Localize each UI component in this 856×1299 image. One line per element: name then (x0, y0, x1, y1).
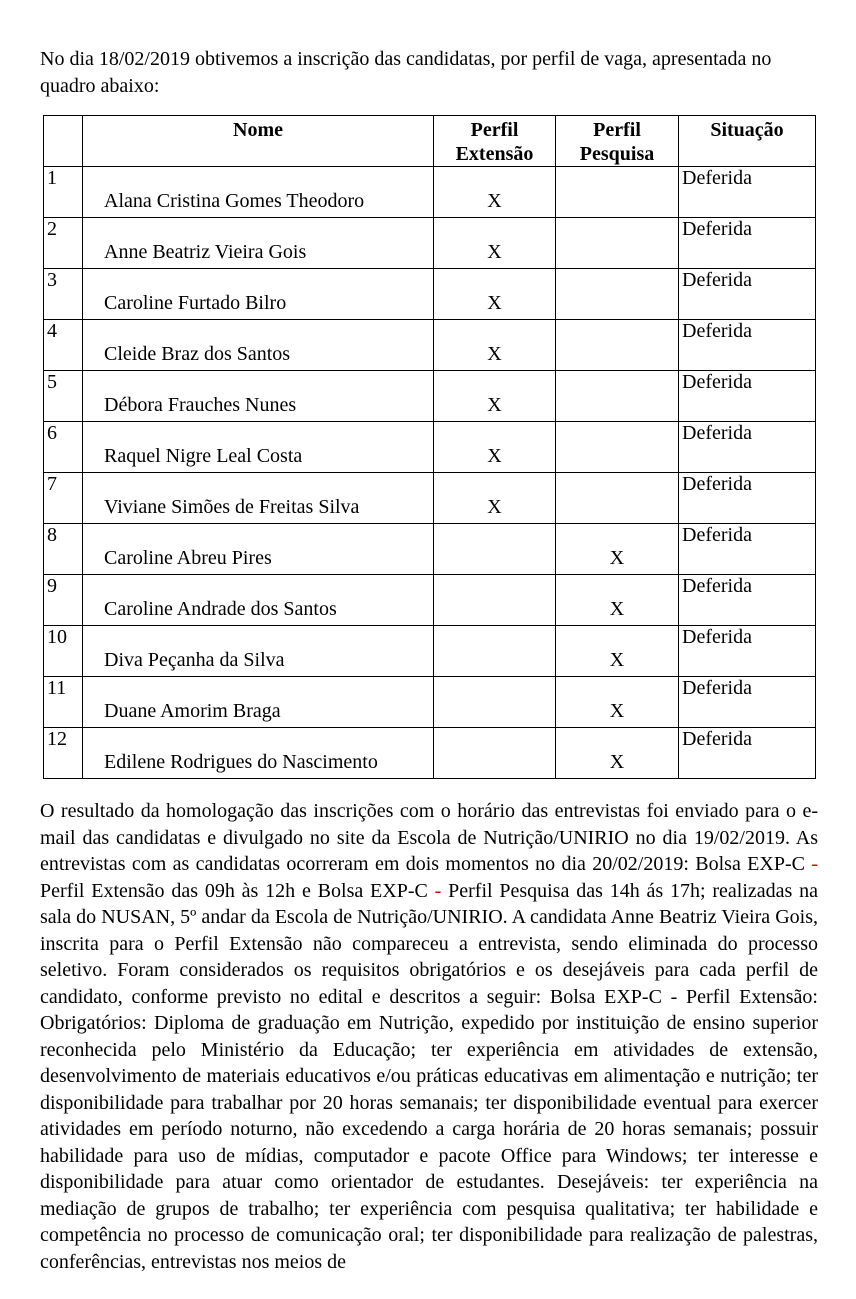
extensao-mark: X (434, 269, 556, 320)
result-paragraph (40, 798, 818, 1275)
extensao-mark: X (434, 371, 556, 422)
table-body (44, 167, 816, 779)
pesquisa-mark (556, 371, 679, 422)
candidate-name: Diva Peçanha da Silva (83, 626, 434, 677)
extensao-mark: X (434, 167, 556, 218)
header-situacao: Situação (679, 116, 816, 167)
extensao-mark: X (434, 218, 556, 269)
extensao-mark: X (434, 320, 556, 371)
table-row (44, 473, 816, 524)
table-row (44, 422, 816, 473)
table-row (44, 677, 816, 728)
pesquisa-mark: X (556, 524, 679, 575)
paragraph-text-segment: Perfil Pesquisa das 14h ás 17h; realizadas na sala do NUSAN, 5º andar da Escola de Nutrição/UNIRIO. A candidata Anne Beatriz Vieira Gois, inscrita para o Perfil Extensão não compareceu a entrevista, sendo eliminada do processo seletivo. Foram considerados os requisitos obrigatórios e os desejáveis para cada perfil de candidato, conforme previsto no edital e descritos a seguir: Bolsa EXP-C - Perfil Extensão: Obrigatórios: Diploma de graduação em Nutrição, expedido por instituição de ensino superior reconhecida pelo Ministério da Educação; ter experiência em atividades de extensão, desenvolvimento de materiais educativos e/ou práticas educativas em alimentação e nutrição; ter disponibilidade para trabalhar por 20 horas semanais; ter disponibilidade eventual para exercer atividades em período noturno, não excedendo a carga horária de 20 horas semanais; possuir habilidade para uso de mídias, computador e pacote Office para Windows; ter interesse e disponibilidade para atuar como orientador de estudantes. Desejáveis: ter experiência na mediação de grupos de trabalho; ter experiência com pesquisa qualitativa; ter habilidade e competência no processo de comunicação oral; ter disponibilidade para realização de palestras, conferências, entrevistas nos meios de (40, 879, 819, 1273)
candidate-name: Caroline Andrade dos Santos (83, 575, 434, 626)
candidate-name: Raquel Nigre Leal Costa (83, 422, 434, 473)
red-hyphen: - (434, 879, 442, 902)
table-row (44, 575, 816, 626)
pesquisa-mark (556, 422, 679, 473)
table-row (44, 167, 816, 218)
header-perfil-extensao: Perfil Extensão (434, 116, 556, 167)
situacao-value: Deferida (679, 728, 816, 779)
extensao-mark (434, 524, 556, 575)
candidate-name: Edilene Rodrigues do Nascimento (83, 728, 434, 779)
pesquisa-mark: X (556, 575, 679, 626)
table-row (44, 728, 816, 779)
pesquisa-mark (556, 320, 679, 371)
pesquisa-mark: X (556, 728, 679, 779)
row-number: 4 (44, 320, 83, 371)
table-header-row (44, 116, 816, 167)
candidate-name: Cleide Braz dos Santos (83, 320, 434, 371)
candidate-name: Duane Amorim Braga (83, 677, 434, 728)
paragraph-text-segment: Perfil Extensão das 09h às 12h e Bolsa EXP-C (40, 879, 435, 902)
pesquisa-mark (556, 218, 679, 269)
pesquisa-mark (556, 473, 679, 524)
table-row (44, 269, 816, 320)
intro-paragraph: No dia 18/02/2019 obtivemos a inscrição das candidatas, por perfil de vaga, apresentada no quadro abaixo: (40, 48, 772, 97)
red-hyphen: - (811, 853, 818, 875)
row-number: 10 (44, 626, 83, 677)
situacao-value: Deferida (679, 320, 816, 371)
candidates-table (43, 115, 816, 779)
pesquisa-mark: X (556, 677, 679, 728)
situacao-value: Deferida (679, 575, 816, 626)
row-number: 7 (44, 473, 83, 524)
row-number: 6 (44, 422, 83, 473)
candidate-name: Alana Cristina Gomes Theodoro (83, 167, 434, 218)
table-row (44, 218, 816, 269)
extensao-mark (434, 728, 556, 779)
paragraph-text-segment: O resultado da homologação das inscrições com o horário das entrevistas foi enviado para o e-mail das candidatas e divulgado no site da Escola de Nutrição/UNIRIO no dia 19/02/2019. As entrevistas com as candidatas ocorreram em dois momentos no dia 20/02/2019: Bolsa EXP-C (40, 800, 818, 875)
row-number: 5 (44, 371, 83, 422)
table-row (44, 626, 816, 677)
table-row (44, 371, 816, 422)
row-number: 2 (44, 218, 83, 269)
candidate-name: Anne Beatriz Vieira Gois (83, 218, 434, 269)
situacao-value: Deferida (679, 269, 816, 320)
situacao-value: Deferida (679, 218, 816, 269)
table-row (44, 320, 816, 371)
candidate-name: Caroline Abreu Pires (83, 524, 434, 575)
table-row (44, 524, 816, 575)
extensao-mark (434, 575, 556, 626)
situacao-value: Deferida (679, 371, 816, 422)
situacao-value: Deferida (679, 677, 816, 728)
row-number: 3 (44, 269, 83, 320)
extensao-mark (434, 677, 556, 728)
candidate-name: Viviane Simões de Freitas Silva (83, 473, 434, 524)
situacao-value: Deferida (679, 626, 816, 677)
situacao-value: Deferida (679, 524, 816, 575)
situacao-value: Deferida (679, 473, 816, 524)
extensao-mark: X (434, 473, 556, 524)
extensao-mark (434, 626, 556, 677)
pesquisa-mark: X (556, 626, 679, 677)
situacao-value: Deferida (679, 167, 816, 218)
row-number: 8 (44, 524, 83, 575)
candidate-name: Caroline Furtado Bilro (83, 269, 434, 320)
row-number: 1 (44, 167, 83, 218)
situacao-value: Deferida (679, 422, 816, 473)
pesquisa-mark (556, 167, 679, 218)
row-number: 12 (44, 728, 83, 779)
header-number (44, 116, 83, 167)
extensao-mark: X (434, 422, 556, 473)
candidate-name: Débora Frauches Nunes (83, 371, 434, 422)
header-perfil-pesquisa: Perfil Pesquisa (556, 116, 679, 167)
header-nome: Nome (83, 116, 434, 167)
row-number: 9 (44, 575, 83, 626)
row-number: 11 (44, 677, 83, 728)
pesquisa-mark (556, 269, 679, 320)
